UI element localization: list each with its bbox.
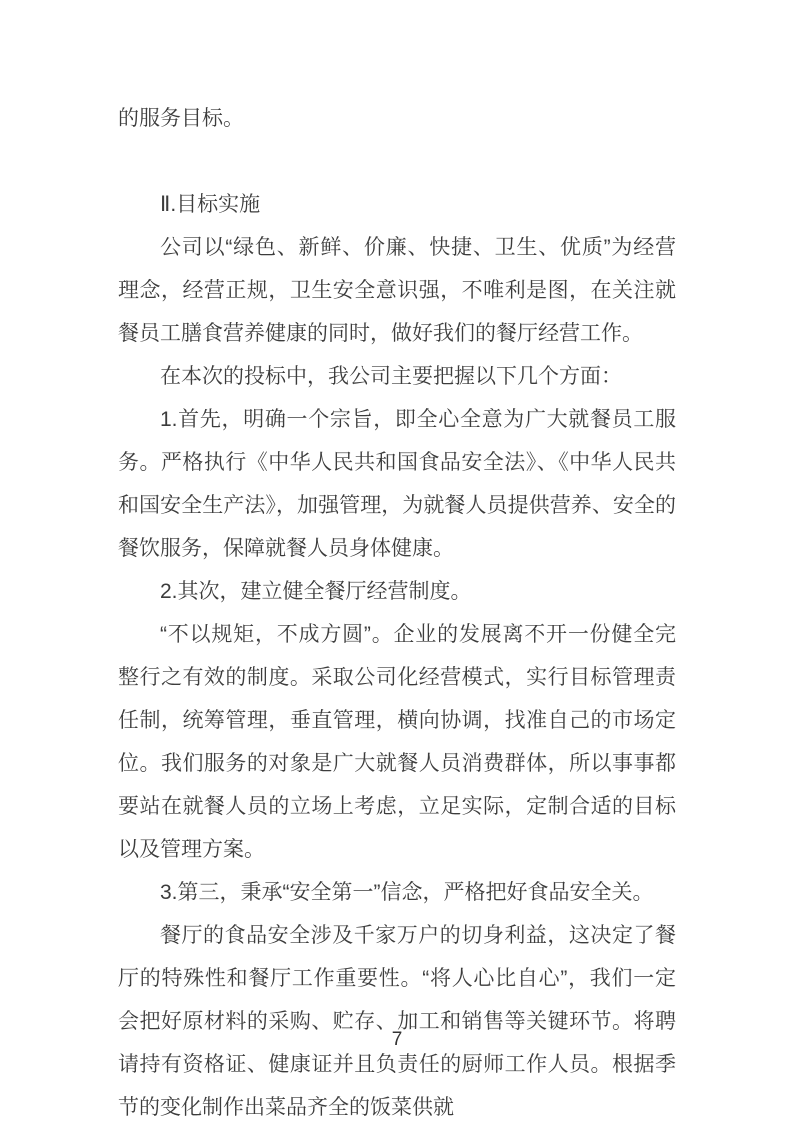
paragraph-continuation: 的服务目标。: [118, 107, 244, 130]
page-number: 7: [391, 1029, 403, 1050]
paragraph-business-philosophy: 公司以“绿色、新鲜、价廉、快捷、卫生、优质”为经营理念，经营正规，卫生安全意识强，不唯利是图，在关注就餐员工膳食营养健康的同时，做好我们的餐厅经营工作。: [118, 236, 676, 345]
paragraph-point-2-systems: 2.其次，建立健全餐厅经营制度。: [160, 580, 472, 603]
paragraph-food-safety-detail: 餐厅的食品安全涉及千家万户的切身利益，这决定了餐厅的特殊性和餐厅工作重要性。“将人心比自心”，我们一定会把好原材料的采购、贮存、加工和销售等关键环节。将聘请持有资格证、健康证并且负责任的厨师工作人员。根据季节的变化制作出菜品齐全的饭菜供就: [118, 924, 676, 1119]
paragraph-bid-aspects-intro: 在本次的投标中，我公司主要把握以下几个方面：: [160, 365, 622, 388]
paragraph-point-3-safety-first: 3.第三，秉承“安全第一”信念，严格把好食品安全关。: [160, 881, 654, 904]
document-text-block: [118, 97, 676, 1122]
paragraph-point-1-purpose: 1.首先，明确一个宗旨，即全心全意为广大就餐员工服务。严格执行《中华人民共和国食品安全法》、《中华人民共和国安全生产法》，加强管理，为就餐人员提供营养、安全的餐饮服务，保障就餐人员身体健康。: [118, 408, 676, 560]
paragraph-rules-and-management: “不以规矩，不成方圆”。企业的发展离不开一份健全完整行之有效的制度。采取公司化经营模式，实行目标管理责任制，统筹管理，垂直管理，横向协调，找准自己的市场定位。我们服务的对象是广大就餐人员消费群体，所以事事都要站在就餐人员的立场上考虑，立足实际，定制合适的目标以及管理方案。: [118, 623, 676, 861]
section-heading-goal-implementation: Ⅱ.目标实施: [160, 193, 261, 216]
